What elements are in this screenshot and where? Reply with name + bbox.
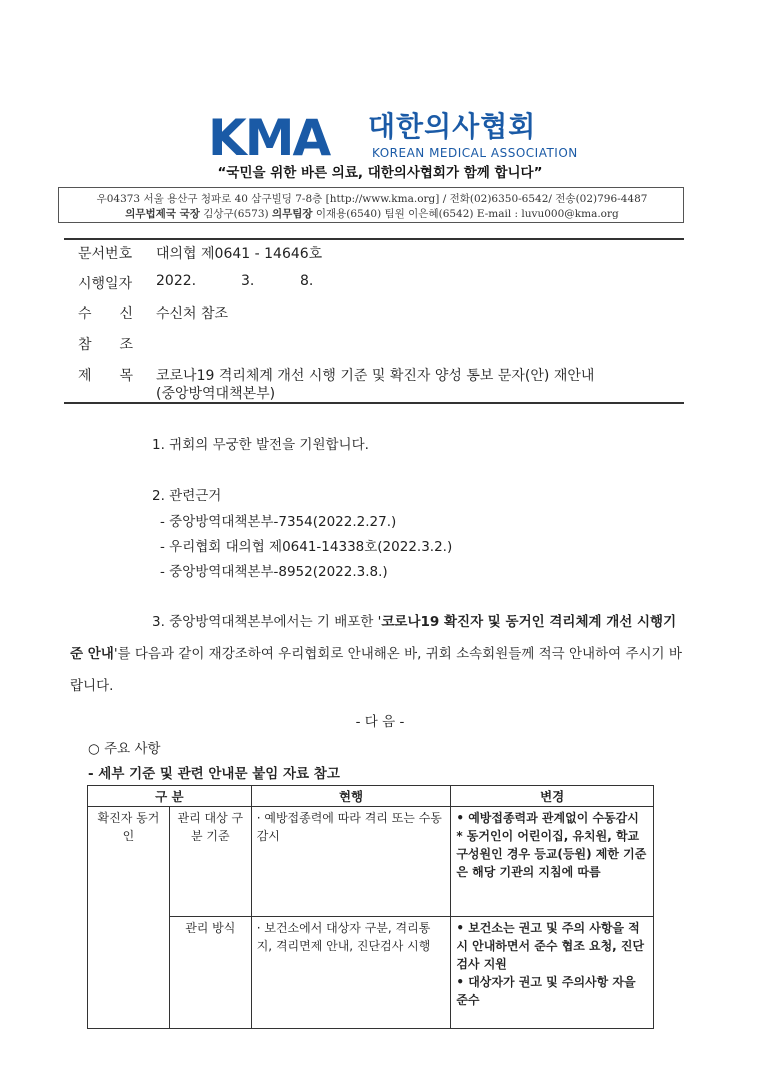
date-year: 2022. xyxy=(156,273,197,289)
paragraph-2-title: 2. 관련근거 xyxy=(152,488,222,504)
paragraph-3-post: '를 다음과 같이 재강조하여 우리협회로 안내해온 바, 귀회 소속회원들께 적극 안내하여 주시기 바랍니다. xyxy=(70,646,682,694)
header-category: 구 분 xyxy=(88,786,252,807)
subject-line-2: (중앙방역대책본부) xyxy=(156,386,276,402)
header-top-rule xyxy=(64,238,684,240)
date-label: 시행일자 xyxy=(78,276,133,292)
subject-line-1: 코로나19 격리체계 개선 시행 기준 및 확진자 양성 통보 문자(안) 재안내 xyxy=(156,368,595,384)
section-heading: - 다 음 - xyxy=(355,714,405,730)
reference-item: - 중앙방역대책본부-8952(2022.3.8.) xyxy=(160,564,388,580)
recipient-label: 수 신 xyxy=(78,306,134,322)
paragraph-3-bold: 코로나19 확진자 및 동거인 격리체계 개선 시행기준 안내 xyxy=(70,614,677,662)
reference-item: - 우리협회 대의협 제0641-14338호(2022.3.2.) xyxy=(160,539,453,555)
table-row xyxy=(88,917,654,1029)
logo-korean-name: 대한의사협회 xyxy=(368,110,537,143)
header-change: 변경 xyxy=(451,786,654,807)
category-cell: 관리 방식 xyxy=(169,917,251,1029)
doc-no-label: 문서번호 xyxy=(78,246,133,262)
paragraph-1: 1. 귀회의 무궁한 발전을 기원합니다. xyxy=(152,437,369,453)
change-item: * 동거인이 어린이집, 유치원, 학교 구성원인 경우 등교(등원) 제한 기준은 해당 기관의 지침에 따름 xyxy=(456,829,647,879)
change-item: • 보건소는 권고 및 주의 사항을 적시 안내하면서 준수 협조 요청, 진단검사 지원 xyxy=(456,921,645,971)
address-box xyxy=(58,187,684,223)
dept-label: 의무법제국 국장 xyxy=(125,208,200,220)
detail-note: - 세부 기준 및 관련 안내문 붙임 자료 참고 xyxy=(88,766,340,782)
date-month: 3. xyxy=(241,273,255,289)
change-item: • 예방접종력과 관계없이 수동감시 xyxy=(456,811,639,825)
table-row xyxy=(88,807,654,917)
change-cell xyxy=(451,807,654,917)
logo-english-name: KOREAN MEDICAL ASSOCIATION xyxy=(372,146,578,160)
paragraph-3 xyxy=(70,606,688,702)
paragraph-3-pre: 3. 중앙방역대책본부에서는 기 배포한 ' xyxy=(152,614,382,630)
contact-line xyxy=(59,206,685,221)
subject-label: 제 목 xyxy=(78,368,134,384)
group-cell: 확진자 동거인 xyxy=(88,807,170,1029)
kma-logo-mark: KMA xyxy=(208,109,330,167)
date-day: 8. xyxy=(300,273,314,289)
header-current: 현행 xyxy=(251,786,451,807)
team-label: 의무팀장 xyxy=(271,208,313,220)
main-points: ○ 주요 사항 xyxy=(88,741,161,757)
doc-no-value: 대의협 제0641 - 14646호 xyxy=(156,246,323,262)
recipient-value: 수신처 참조 xyxy=(156,306,229,322)
current-cell: · 보건소에서 대상자 구분, 격리통지, 격리면제 안내, 진단검사 시행 xyxy=(251,917,451,1029)
address-line: 우04373 서울 용산구 청파로 40 삼구빌딩 7-8층 [http://www.kma.org] / 전화(02)6350-6542/ 전송(02)796-4487 xyxy=(96,193,648,205)
dept-person: 김상구(6573) xyxy=(203,208,269,220)
reference-item: - 중앙방역대책본부-7354(2022.2.27.) xyxy=(160,514,397,530)
team-person: 이재용(6540) 팀원 이은혜(6542) E-mail : luvu000@kma.org xyxy=(315,208,619,220)
header-bottom-rule xyxy=(64,402,684,404)
reference-label: 참 조 xyxy=(78,337,134,353)
change-item: • 대상자가 권고 및 주의사항 자을 준수 xyxy=(456,975,636,1007)
criteria-table xyxy=(87,785,654,1029)
change-cell xyxy=(451,917,654,1029)
category-cell: 관리 대상 구분 기준 xyxy=(169,807,251,917)
table-header-row xyxy=(88,786,654,807)
current-cell: · 예방접종력에 따라 격리 또는 수동감시 xyxy=(251,807,451,917)
slogan: “국민을 위한 바른 의료, 대한의사협회가 함께 합니다” xyxy=(217,165,543,181)
